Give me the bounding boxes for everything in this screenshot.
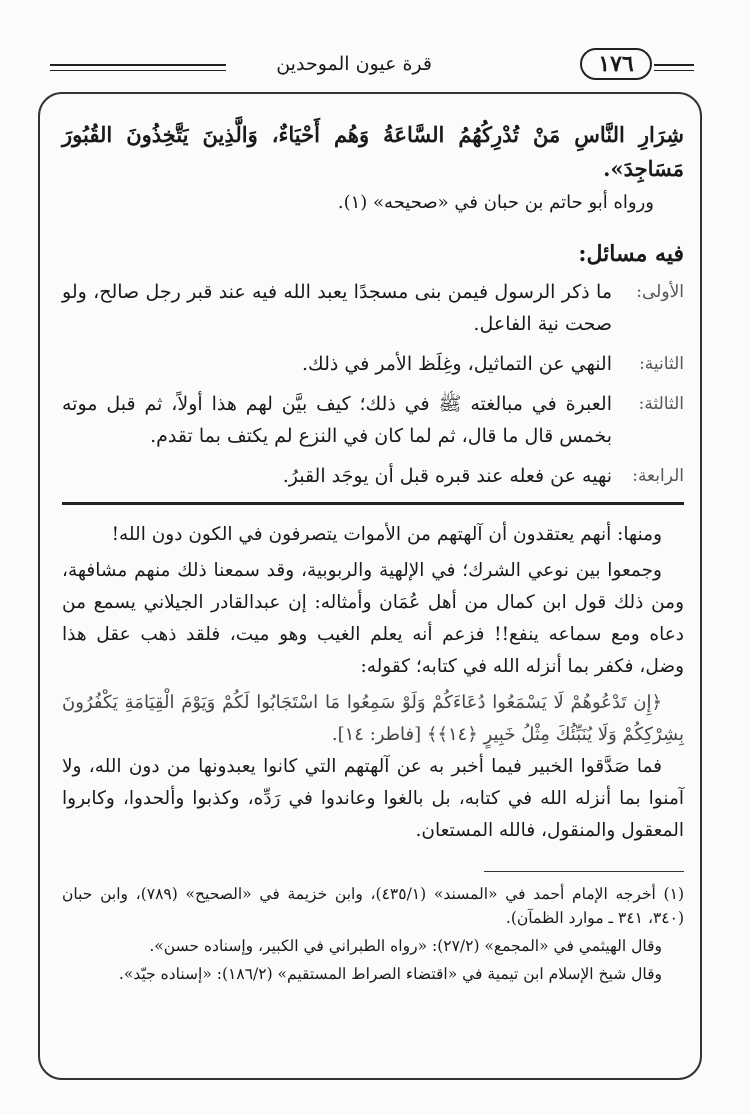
commentary-paragraph: وجمعوا بين نوعي الشرك؛ في الإلهية والربوبية، وقد سمعنا ذلك منهم مشافهة، ومن ذلك قول ابن كمال من أهل عُمَان وأمثاله: إن عبدالقادر الجيلاني يسمع من دعاه ومع سماعه ينفع!! فزعم أنه يعلم الغيب وهو ميت، فلقد ذهب عقل هذا وضل، فكفر بما أنزله الله في كتابه؛ كقوله:	[62, 560, 684, 677]
page-content	[62, 118, 684, 990]
issue-item	[62, 388, 684, 452]
header-rule-left	[50, 64, 226, 71]
issue-text: العبرة في مبالغته ﷺ في ذلك؛ كيف بيَّن لهم هذا أولاً، ثم قبل موته بخمس قال ما قال، ثم لما كان في النزع لم يكتف بما تقدم.	[62, 393, 612, 447]
issue-label: الأولى:	[636, 282, 684, 302]
footnote: (١) أخرجه الإمام أحمد في «المسند» (٤٣٥/١)، وابن خزيمة في «الصحيح» (٧٨٩)، وابن حبان (٣٤٠، ٣٤١ ـ موارد الظمآن).	[62, 885, 684, 927]
issue-text: نهيه عن فعله عند قبره قبل أن يوجَد القبرُ.	[282, 465, 612, 487]
hadith-narration: ورواه أبو حاتم بن حبان في «صحيحه» (١).	[337, 192, 654, 213]
issue-label: الثانية:	[639, 354, 684, 374]
footnote-rule	[484, 871, 684, 872]
issue-item	[62, 460, 684, 492]
hadith-text: شِرَارِ النَّاسِ مَنْ تُدْرِكُهُمُ السَّاعَةُ وَهُم أَحْيَاءٌ، وَالَّذِينَ يَتَّخِذُونَ القُبُورَ مَسَاجِدَ».	[62, 122, 684, 181]
footnote: وقال شيخ الإسلام ابن تيمية في «اقتضاء الصراط المستقيم» (١٨٦/٢): «إسناده جيّد».	[118, 965, 662, 983]
footnote: وقال الهيثمي في «المجمع» (٢٧/٢): «رواه الطبراني في الكبير، وإسناده حسن».	[149, 937, 662, 955]
book-title: قرة عيون الموحدين	[276, 53, 432, 75]
issue-label: الرابعة:	[632, 466, 684, 486]
issue-item	[62, 276, 684, 340]
page-header	[0, 44, 751, 92]
quran-verse: ﴿إِن تَدْعُوهُمْ لَا يَسْمَعُوا دُعَاءَكُمْ وَلَوْ سَمِعُوا مَا اسْتَجَابُوا لَكُمْ وَيَوْمَ الْقِيَامَةِ يَكْفُرُونَ بِشِرْكِكُمْ وَلَا يُنَبِّئُكَ مِثْلُ خَبِيرٍ ﴿١٤﴾﴾ [فاطر: ١٤].	[62, 692, 684, 745]
header-rule-right	[654, 64, 694, 71]
commentary-paragraph: ومنها: أنهم يعتقدون أن آلهتهم من الأموات يتصرفون في الكون دون الله!	[111, 524, 662, 545]
section-divider	[62, 502, 684, 505]
issue-text: ما ذكر الرسول فيمن بنى مسجدًا يعبد الله فيه عند قبر رجل صالح، ولو صحت نية الفاعل.	[62, 281, 612, 335]
commentary-paragraph: فما صَدَّقوا الخبير فيما أخبر به عن آلهتهم التي كانوا يعبدونها من دون الله، ولا آمنوا بما أنزله الله في كتابه، بل بالغوا وعاندوا في رَدِّه، وكذبوا وألحدوا، وكابروا المعقول والمنقول، فالله المستعان.	[62, 756, 684, 841]
issue-text: النهي عن التماثيل، وغِلَظ الأمر في ذلك.	[302, 353, 612, 375]
issue-item	[62, 348, 684, 380]
issues-title: فيه مسائل:	[578, 241, 684, 267]
issue-label: الثالثة:	[638, 394, 684, 414]
page-number: ١٧٦	[580, 48, 652, 80]
